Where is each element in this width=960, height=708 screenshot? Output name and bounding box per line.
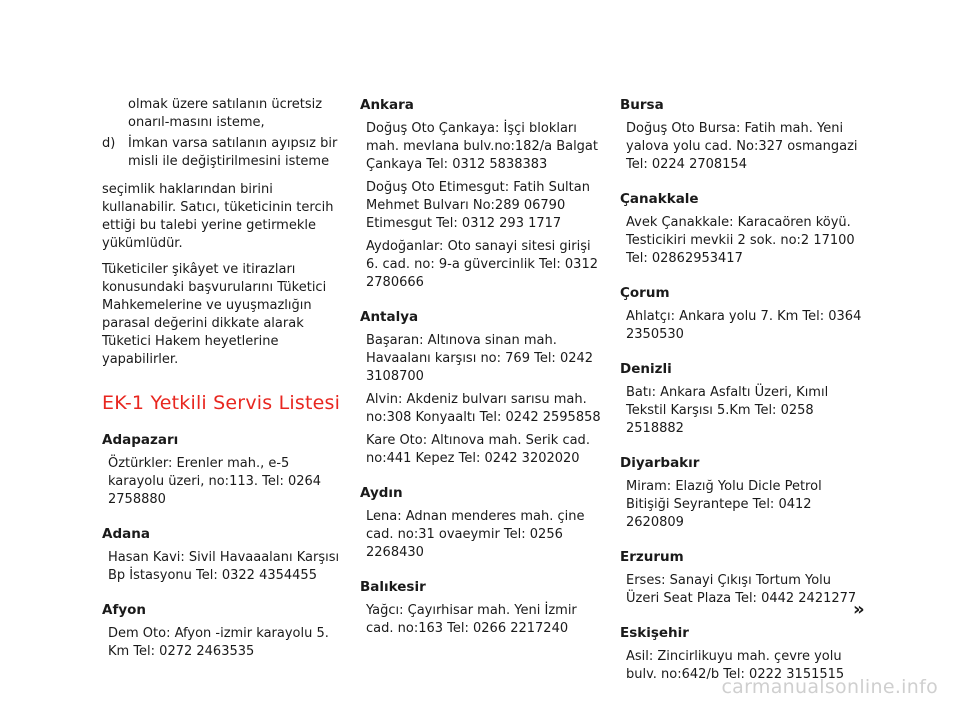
city-section bbox=[620, 96, 866, 174]
service-entry: Hasan Kavi: Sivil Havaaalanı Karşısı Bp İstasyonu Tel: 0322 4354455 bbox=[108, 550, 340, 583]
service-entry: Miram: Elazığ Yolu Dicle Petrol Bitişiği Seyrantepe Tel: 0412 2620809 bbox=[626, 479, 822, 530]
list-item-d bbox=[102, 135, 348, 171]
city-heading: Afyon bbox=[102, 602, 147, 618]
middle-column bbox=[360, 96, 606, 654]
service-entry: Başaran: Altınova sinan mah. Havaalanı karşısı no: 769 Tel: 0242 3108700 bbox=[366, 333, 594, 384]
city-heading: Adapazarı bbox=[102, 432, 179, 448]
city-heading: Çanakkale bbox=[620, 191, 699, 207]
city-heading: Bursa bbox=[620, 97, 664, 113]
city-heading: Balıkesir bbox=[360, 579, 426, 595]
city-heading: Diyarbakır bbox=[620, 455, 700, 471]
city-section bbox=[620, 548, 866, 608]
city-section bbox=[360, 308, 606, 468]
service-entry: Doğuş Oto Bursa: Fatih mah. Yeni yalova yolu cad. No:327 osmangazi Tel: 0224 2708154 bbox=[626, 121, 858, 172]
service-entry: Doğuş Oto Çankaya: İşçi blokları mah. mevlana bulv.no:182/a Balgat Çankaya Tel: 0312 5838383 bbox=[366, 121, 599, 172]
city-heading: Erzurum bbox=[620, 549, 684, 565]
service-entry: Asil: Zincirlikuyu mah. çevre yolu bulv. no:642/b Tel: 0222 3151515 bbox=[626, 649, 845, 682]
service-entry: Öztürkler: Erenler mah., e-5 karayolu üzeri, no:113. Tel: 0264 2758880 bbox=[108, 456, 322, 507]
city-heading: Ankara bbox=[360, 97, 414, 113]
service-list-col2 bbox=[360, 96, 606, 638]
service-entry: Aydoğanlar: Oto sanayi sitesi girişi 6. cad. no: 9-a güvercinlik Tel: 0312 2780666 bbox=[366, 239, 598, 290]
service-list-col1 bbox=[102, 431, 348, 661]
next-page-icon: » bbox=[853, 599, 865, 620]
city-heading: Çorum bbox=[620, 285, 670, 301]
service-entry: Alvin: Akdeniz bulvarı sarısu mah. no:308 Konyaaltı Tel: 0242 2595858 bbox=[366, 392, 601, 425]
list-item-text: İmkan varsa satılanın ayıpsız bir misli ile değiştirilmesini isteme bbox=[128, 136, 338, 169]
city-section bbox=[102, 601, 348, 661]
right-column bbox=[620, 96, 866, 700]
city-section bbox=[620, 284, 866, 344]
paragraph-complaints: Tüketiciler şikâyet ve itirazları konusundaki başvurularını Tüketici Mahkemelerine ve uyuşmazlığın parasal değerini dikkate alarak Tüketici Hakem heyetlerine yapabilirler. bbox=[102, 262, 327, 367]
service-entry: Dem Oto: Afyon -izmir karayolu 5. Km Tel: 0272 2463535 bbox=[108, 626, 329, 659]
continued-text: olmak üzere satılanın ücretsiz onarıl-masını isteme, bbox=[128, 97, 323, 130]
service-entry: Kare Oto: Altınova mah. Serik cad. no:441 Kepez Tel: 0242 3202020 bbox=[366, 433, 590, 466]
service-entry: Yağcı: Çayırhisar mah. Yeni İzmir cad. no:163 Tel: 0266 2217240 bbox=[366, 603, 577, 636]
service-entry: Doğuş Oto Etimesgut: Fatih Sultan Mehmet Bulvarı No:289 06790 Etimesgut Tel: 0312 293 1717 bbox=[366, 180, 590, 231]
watermark: carmanualsonline.info bbox=[721, 676, 938, 698]
city-heading: Adana bbox=[102, 526, 150, 542]
city-section bbox=[360, 578, 606, 638]
city-section bbox=[102, 525, 348, 585]
city-section bbox=[360, 484, 606, 562]
city-heading: Eskişehir bbox=[620, 625, 689, 641]
service-entry: Lena: Adnan menderes mah. çine cad. no:31 ovaeymir Tel: 0256 2268430 bbox=[366, 509, 585, 560]
paragraph-rights: seçimlik haklarından birini kullanabilir. Satıcı, tüketicinin tercih ettiği bu talebi yerine getirmekle yükümlüdür. bbox=[102, 182, 334, 251]
city-section bbox=[620, 624, 866, 684]
city-section bbox=[102, 431, 348, 509]
city-section bbox=[620, 360, 866, 438]
city-section bbox=[620, 454, 866, 532]
city-section bbox=[360, 96, 606, 292]
city-section bbox=[620, 190, 866, 268]
list-item-label: d) bbox=[102, 136, 116, 151]
left-column bbox=[102, 96, 348, 677]
city-heading: Aydın bbox=[360, 485, 403, 501]
service-entry: Batı: Ankara Asfaltı Üzeri, Kımıl Tekstil Karşısı 5.Km Tel: 0258 2518882 bbox=[626, 385, 829, 436]
page-title: EK-1 Yetkili Servis Listesi bbox=[102, 392, 341, 414]
city-heading: Denizli bbox=[620, 361, 672, 377]
city-heading: Antalya bbox=[360, 309, 419, 325]
service-entry: Avek Çanakkale: Karacaören köyü. Testicikiri mevkii 2 sok. no:2 17100 Tel: 02862953417 bbox=[626, 215, 855, 266]
service-entry: Ahlatçı: Ankara yolu 7. Km Tel: 0364 2350530 bbox=[626, 309, 862, 342]
service-entry: Erses: Sanayi Çıkışı Tortum Yolu Üzeri Seat Plaza Tel: 0442 2421277 bbox=[626, 573, 857, 606]
service-list-col3 bbox=[620, 96, 866, 684]
